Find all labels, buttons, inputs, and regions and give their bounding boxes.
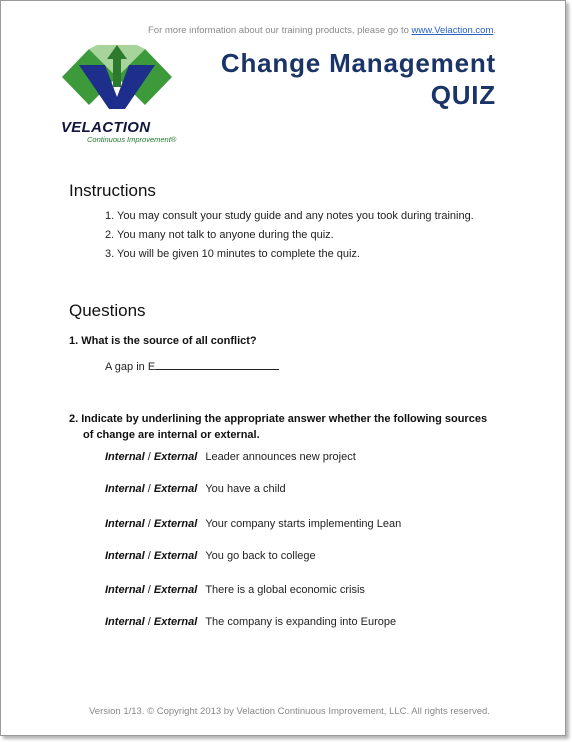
option-internal[interactable]: Internal — [105, 550, 145, 562]
option-external[interactable]: External — [153, 451, 198, 463]
info-text: For more information about our training products, please go to — [148, 25, 412, 36]
instruction-item: 1. You may consult your study guide and any notes you took during training. — [105, 210, 474, 222]
info-suffix: . — [493, 25, 496, 36]
source-text: Your company starts implementing Lean — [205, 518, 402, 530]
title-line-2: QUIZ — [430, 80, 496, 110]
option-external[interactable]: External — [153, 483, 198, 495]
option-separator: / — [144, 451, 154, 463]
answer-prefix: A gap in E — [105, 361, 156, 373]
option-internal[interactable]: Internal — [105, 483, 145, 495]
question-1: 1. What is the source of all conflict? — [69, 335, 257, 347]
source-row — [105, 550, 316, 562]
title-line-1: Change Management — [220, 48, 496, 78]
page-title — [221, 47, 496, 111]
question-2-line-1: 2. Indicate by underlining the appropriate answer whether the following sources — [69, 413, 488, 425]
option-external[interactable]: External — [153, 584, 198, 596]
instructions-list — [105, 207, 474, 264]
option-separator: / — [144, 483, 154, 495]
source-text: You go back to college — [205, 550, 316, 562]
logo-tagline: Continuous Improvement® — [87, 135, 177, 144]
option-internal[interactable]: Internal — [105, 518, 145, 530]
instruction-item: 3. You will be given 10 minutes to complete the quiz. — [105, 248, 360, 260]
logo-wordmark: VELACTION — [61, 119, 151, 136]
copyright-footer: Version 1/13. © Copyright 2013 by Velaction Continuous Improvement, LLC. All rights reserved. — [89, 706, 490, 717]
questions-heading: Questions — [69, 301, 146, 320]
source-row — [105, 518, 401, 530]
option-internal[interactable]: Internal — [105, 616, 145, 628]
option-separator: / — [144, 518, 154, 530]
info-line — [148, 25, 496, 36]
option-internal[interactable]: Internal — [105, 584, 145, 596]
option-separator: / — [144, 584, 154, 596]
source-text: The company is expanding into Europe — [205, 616, 397, 628]
question-2 — [69, 411, 487, 443]
option-external[interactable]: External — [153, 518, 198, 530]
option-separator: / — [144, 616, 154, 628]
option-external[interactable]: External — [153, 550, 198, 562]
source-row — [105, 584, 365, 596]
source-text: There is a global economic crisis — [205, 584, 365, 596]
velaction-link[interactable]: www.Velaction.com — [411, 25, 494, 36]
instructions-heading: Instructions — [69, 181, 156, 200]
source-text: Leader announces new project — [205, 451, 356, 463]
option-external[interactable]: External — [153, 616, 198, 628]
source-row — [105, 451, 356, 463]
instruction-item: 2. You many not talk to anyone during the quiz. — [105, 229, 334, 241]
question-2-line-2: of change are internal or external. — [83, 429, 260, 441]
option-internal[interactable]: Internal — [105, 451, 145, 463]
source-text: You have a child — [205, 483, 286, 495]
question-1-answer — [105, 359, 279, 373]
source-row — [105, 483, 286, 495]
answer-blank[interactable] — [155, 359, 279, 370]
source-row — [105, 616, 396, 628]
option-separator: / — [144, 550, 154, 562]
